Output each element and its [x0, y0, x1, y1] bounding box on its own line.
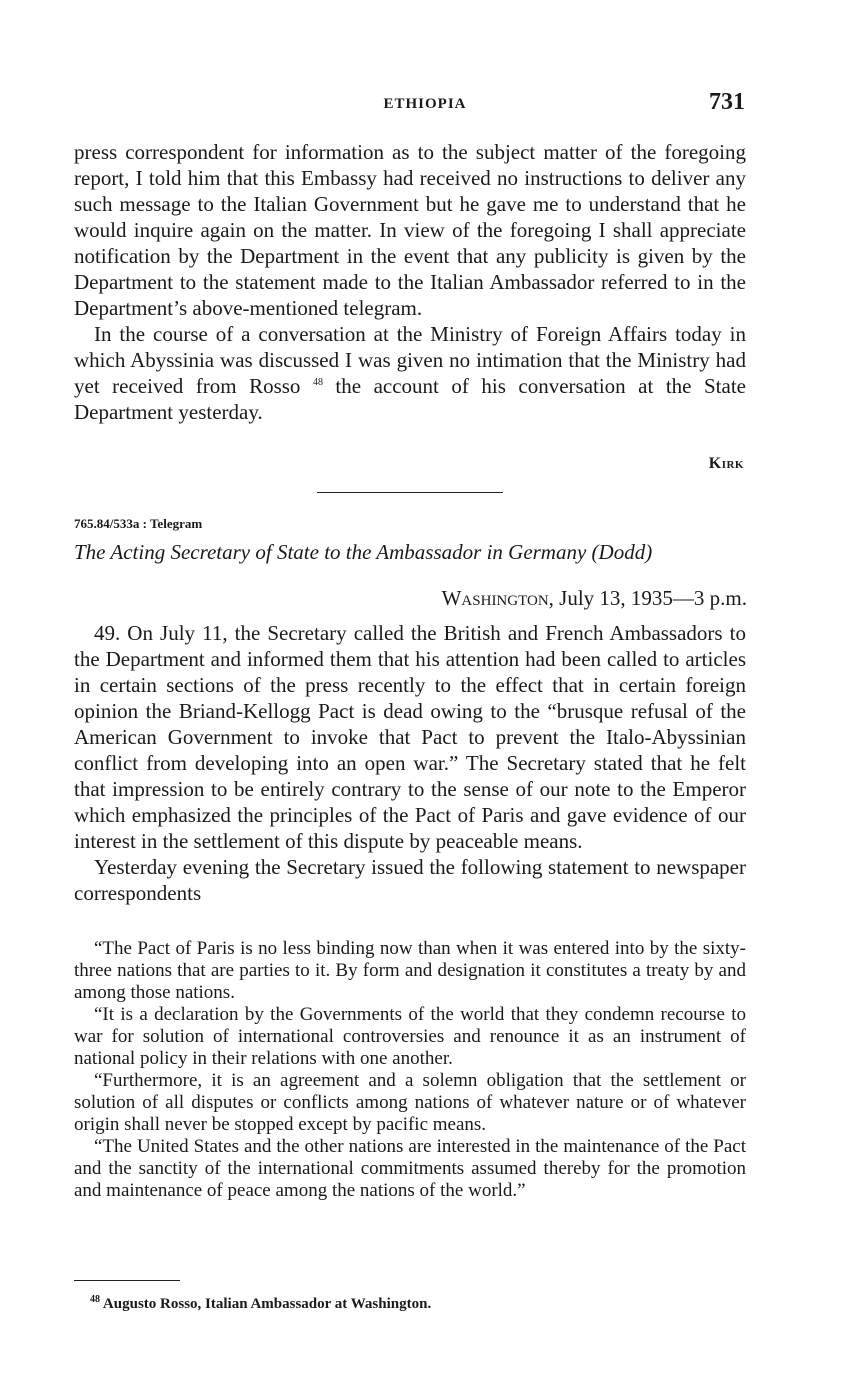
footnote-text: Augusto Rosso, Italian Ambassador at Washington. — [100, 1296, 432, 1312]
dateline-date: July 13, 1935—3 p.m. — [553, 586, 747, 610]
document-title: The Acting Secretary of State to the Ambassador in Germany (Dodd) — [74, 540, 653, 564]
footnote — [90, 1296, 431, 1313]
quote-paragraph: “It is a declaration by the Governments of the world that they condemn recourse to war for solution of international controversies and renounce it as an instrument of national policy in their relations with one another. — [74, 1004, 746, 1069]
section-divider — [317, 492, 503, 493]
paragraph-text: In the course of a conversation at the Ministry of Foreign Affairs today in which Abyssinia was discussed I was given no intimation that the Ministry had yet received from Rosso — [74, 322, 746, 398]
footnote-reference: 48 — [312, 377, 323, 388]
telegram-body — [74, 620, 746, 906]
quoted-statement — [74, 938, 746, 1202]
footnote-rule — [74, 1280, 180, 1281]
footnote-mark: 48 — [90, 1294, 100, 1305]
dateline — [442, 586, 747, 611]
continuation-text — [74, 139, 746, 425]
telegram-paragraph-1: 49. On July 11, the Secretary called the British and French Ambassadors to the Department and informed them that his attention had been called to articles in certain sections of the press recently to the effect that in certain foreign opinion the Briand-Kellogg Pact is dead owing to the “brusque refusal of the American Government to invoke that Pact to prevent the Italo-Abyssinian conflict from developing into an open war.” The Secretary stated that he felt that impression to be entirely contrary to the sense of our note to the Emperor which emphasized the principles of the Pact of Paris and gave evidence of our interest in the settlement of this dispute by peaceable means. — [74, 621, 746, 853]
page-number: 731 — [709, 89, 745, 115]
continuation-paragraph-1: press correspondent for information as to the subject matter of the foregoing report, I told him that this Embassy had received no instructions to deliver any such message to the Italian Government but he gave me to understand that he would inquire again on the matter. In view of the foregoing I shall appreciate notification by the Department in the event that any publicity is given by the Department to the statement made to the Italian Ambassador referred to in the Department’s above-mentioned telegram. — [74, 140, 746, 320]
continuation-paragraph-2 — [74, 321, 746, 425]
quote-paragraph: “The United States and the other nations are interested in the maintenance of the Pact and the sanctity of the international commitments assumed thereby for the promotion and maintenance of peace among the nations of the world.” — [74, 1136, 746, 1201]
dateline-place: Washington, — [441, 586, 554, 610]
file-number: 765.84/533a : Telegram — [74, 516, 203, 531]
quote-paragraph: “The Pact of Paris is no less binding now than when it was entered into by the sixty-three nations that are parties to it. By form and designation it constitutes a treaty by and among those nations. — [74, 938, 746, 1003]
signature: Kirk — [708, 455, 744, 472]
quote-paragraph: “Furthermore, it is an agreement and a solemn obligation that the settlement or solution of all disputes or conflicts among nations of whatever nature or of whatever origin shall never be stopped except by pacific means. — [74, 1070, 746, 1135]
running-title: ETHIOPIA — [383, 96, 467, 112]
paragraph-text: the account of his conversation at the State Department yesterday. — [74, 374, 746, 424]
telegram-paragraph-2: Yesterday evening the Secretary issued the following statement to newspaper correspondents — [74, 855, 746, 905]
